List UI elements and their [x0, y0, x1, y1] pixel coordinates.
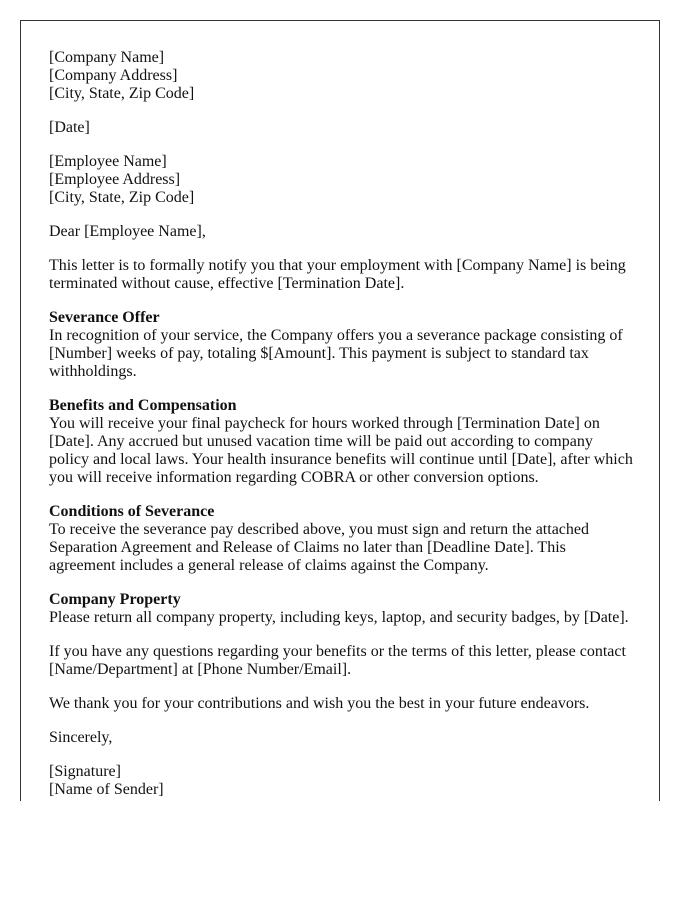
intro-line: This letter is to formally notify you that your employment with [Company Name] is being	[49, 257, 626, 274]
contact-line: If you have any questions regarding your benefits or the terms of this letter, please contact	[49, 643, 626, 660]
sender-address-block	[49, 49, 639, 103]
closing	[49, 729, 639, 747]
section-line: You will receive your final paycheck for hours worked through [Termination Date] on	[49, 415, 600, 432]
section-benefits-compensation	[49, 397, 639, 487]
date-block	[49, 119, 639, 137]
section-heading: Severance Offer	[49, 309, 160, 326]
signature-block	[49, 763, 639, 799]
section-line: you will receive information regarding COBRA or other conversion options.	[49, 469, 539, 486]
employee-name: [Employee Name]	[49, 153, 167, 170]
intro-line: terminated without cause, effective [Termination Date].	[49, 275, 405, 292]
section-line: [Number] weeks of pay, totaling $[Amount]. This payment is subject to standard tax	[49, 345, 589, 362]
salutation	[49, 223, 639, 241]
section-line: agreement includes a general release of claims against the Company.	[49, 557, 489, 574]
section-line: To receive the severance pay described above, you must sign and return the attached	[49, 521, 589, 538]
section-line: Separation Agreement and Release of Claims no later than [Deadline Date]. This	[49, 539, 566, 556]
employee-address: [Employee Address]	[49, 171, 181, 188]
section-line: policy and local laws. Your health insurance benefits will continue until [Date], after which	[49, 451, 633, 468]
section-line: [Date]. Any accrued but unused vacation time will be paid out according to company	[49, 433, 593, 450]
section-severance-offer	[49, 309, 639, 381]
contact-paragraph	[49, 643, 639, 679]
letter-date: [Date]	[49, 119, 90, 136]
salutation-text: Dear [Employee Name],	[49, 223, 206, 240]
intro-paragraph	[49, 257, 639, 293]
sender-name: [Name of Sender]	[49, 781, 164, 798]
section-company-property	[49, 591, 639, 627]
thanks-paragraph	[49, 695, 639, 713]
company-address: [Company Address]	[49, 67, 178, 84]
recipient-address-block	[49, 153, 639, 207]
section-heading: Benefits and Compensation	[49, 397, 237, 414]
contact-line: [Name/Department] at [Phone Number/Email].	[49, 661, 352, 678]
employee-city-state-zip: [City, State, Zip Code]	[49, 189, 195, 206]
letter-page	[20, 20, 660, 801]
section-heading: Conditions of Severance	[49, 503, 215, 520]
section-line: In recognition of your service, the Company offers you a severance package consisting of	[49, 327, 623, 344]
letter-body	[49, 49, 639, 801]
section-line: Please return all company property, including keys, laptop, and security badges, by [Date].	[49, 609, 629, 626]
company-name: [Company Name]	[49, 49, 165, 66]
company-city-state-zip: [City, State, Zip Code]	[49, 85, 195, 102]
closing-text: Sincerely,	[49, 729, 113, 746]
signature-placeholder: [Signature]	[49, 763, 121, 780]
section-line: withholdings.	[49, 363, 137, 380]
section-heading: Company Property	[49, 591, 181, 608]
section-conditions-of-severance	[49, 503, 639, 575]
thanks-text: We thank you for your contributions and wish you the best in your future endeavors.	[49, 695, 590, 712]
